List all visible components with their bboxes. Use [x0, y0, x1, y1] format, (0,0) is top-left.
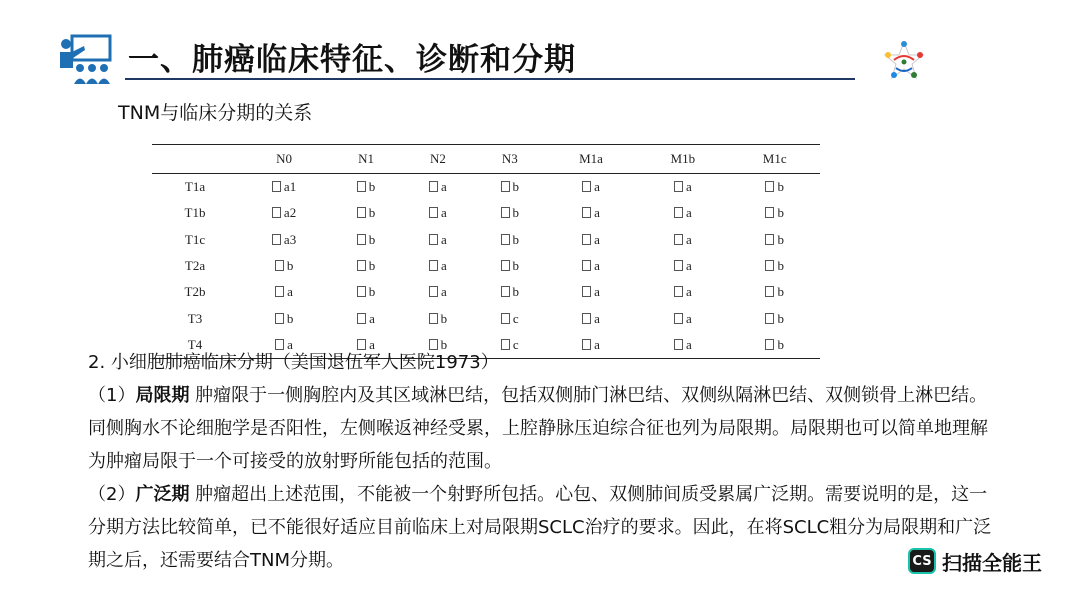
missing-glyph-box [429, 207, 438, 218]
stage-value: b [777, 205, 784, 221]
stage-cell [402, 279, 474, 305]
stage-cell [474, 227, 546, 253]
stage-cell [729, 279, 820, 305]
stage-value: a [594, 205, 600, 221]
missing-glyph-box [582, 286, 591, 297]
table-row [152, 174, 820, 201]
stage-cell [474, 253, 546, 279]
stage-cell [474, 279, 546, 305]
stage-value: a [685, 205, 692, 221]
stage-cell [729, 253, 820, 279]
missing-glyph-box [429, 234, 438, 245]
row-label: T1a [184, 179, 206, 195]
stage-cell [238, 227, 330, 253]
row-label: T1c [184, 231, 206, 247]
missing-glyph-box [501, 181, 510, 192]
stage-value: a [685, 258, 692, 274]
stage-value: a [369, 336, 375, 352]
missing-glyph-box [674, 207, 683, 218]
missing-glyph-box [272, 181, 281, 192]
table-caption: TNM与临床分期的关系 [118, 102, 313, 124]
stage-value: a [441, 179, 447, 195]
missing-glyph-box [501, 260, 510, 271]
stage-value: a [441, 284, 447, 300]
stage-value: b [777, 231, 784, 247]
stage-value: b [286, 258, 294, 274]
table-row [152, 253, 820, 279]
missing-glyph-box [582, 313, 591, 324]
scanner-watermark [908, 546, 1042, 576]
stage-value: b [368, 231, 376, 247]
paragraph-body: 肿瘤限于一侧胸腔内及其区域淋巴结，包括双侧肺门淋巴结、双侧纵隔淋巴结、双侧锁骨上淋巴结。同侧胸水不论细胞学是否阳性，左侧喉返神经受累，上腔静脉压迫综合征也列为局限期。局限期也可以简单地理解为肿瘤局限于一个可接受的放射野所能包括的范围。 [88, 385, 988, 472]
stage-cell [238, 253, 330, 279]
stage-cell [546, 279, 637, 305]
column-header: N0 [276, 151, 292, 166]
stage-value: b [512, 258, 520, 274]
stage-value: a [441, 258, 447, 274]
stage-cell [474, 305, 546, 331]
page-title: 一、肺癌临床特征、诊断和分期 [128, 42, 576, 78]
stage-cell [238, 174, 330, 201]
term-limited-stage: 局限期 [135, 385, 190, 406]
missing-glyph-box [582, 181, 591, 192]
stage-cell [729, 200, 820, 226]
missing-glyph-box [357, 313, 366, 324]
column-header: M1c [762, 151, 787, 166]
stage-value: b [777, 310, 784, 326]
missing-glyph-box [429, 181, 438, 192]
stage-value: a3 [283, 231, 297, 247]
column-header: N1 [358, 151, 374, 166]
column-header: N3 [501, 151, 518, 166]
stage-cell [636, 227, 729, 253]
stage-cell [330, 174, 402, 201]
stage-value: a [594, 284, 600, 300]
missing-glyph-box [429, 313, 438, 324]
stage-cell [330, 227, 402, 253]
stage-cell [330, 279, 402, 305]
stage-value: a [369, 310, 375, 326]
missing-glyph-box [275, 313, 284, 324]
missing-glyph-box [674, 234, 683, 245]
stage-value: a [441, 205, 447, 221]
stage-cell [636, 200, 729, 226]
stage-value: b [368, 179, 376, 195]
row-label: T2b [184, 284, 206, 300]
stage-value: b [777, 258, 784, 274]
stage-value: a [685, 231, 692, 247]
missing-glyph-box [674, 181, 683, 192]
paragraph-body: 肿瘤超出上述范围，不能被一个射野所包括。心包、双侧肺间质受累属广泛期。需要说明的是，这一分期方法比较简单，已不能很好适应目前临床上对局限期SCLC治疗的要求。因此，在将SCLC粗分为局限期和广泛期之后，还需要结合TNM分期。 [88, 484, 992, 571]
missing-glyph-box [501, 286, 510, 297]
missing-glyph-box [501, 207, 510, 218]
stage-value: a1 [283, 179, 297, 195]
stage-value: b [286, 310, 294, 326]
missing-glyph-box [501, 234, 510, 245]
missing-glyph-box [765, 181, 774, 192]
section-heading: 2. 小细胞肺癌临床分期（美国退伍军人医院1973） [88, 352, 499, 373]
stage-value: a [594, 310, 600, 326]
term-extensive-stage: 广泛期 [135, 484, 190, 505]
tnm-stage-table [152, 144, 820, 359]
column-header: N2 [429, 151, 446, 166]
stage-cell [636, 174, 729, 201]
stage-cell [729, 305, 820, 331]
stage-cell [729, 227, 820, 253]
missing-glyph-box [582, 260, 591, 271]
table-row [152, 227, 820, 253]
stage-cell [474, 200, 546, 226]
paragraph-limited-stage [88, 379, 998, 478]
column-header: M1a [579, 151, 603, 166]
missing-glyph-box [674, 286, 683, 297]
stage-value: a [685, 310, 692, 326]
stage-cell [330, 305, 402, 331]
stage-cell [238, 279, 330, 305]
missing-glyph-box [357, 286, 366, 297]
missing-glyph-box [765, 260, 774, 271]
stage-value: b [777, 284, 784, 300]
missing-glyph-box [429, 260, 438, 271]
missing-glyph-box [272, 234, 281, 245]
stage-cell [402, 305, 474, 331]
stage-cell [402, 253, 474, 279]
stage-cell [636, 279, 729, 305]
missing-glyph-box [501, 313, 510, 324]
row-label: T1b [184, 205, 206, 221]
stage-value: a [594, 179, 600, 195]
missing-glyph-box [674, 313, 683, 324]
stage-cell [402, 174, 474, 201]
stage-cell [546, 253, 637, 279]
row-label: T3 [187, 310, 203, 326]
title-underline [125, 78, 855, 80]
paragraph-number: （1） [88, 385, 136, 406]
stage-value: a2 [283, 205, 297, 221]
stage-value: b [512, 284, 520, 300]
stage-cell [636, 305, 729, 331]
stage-cell [402, 200, 474, 226]
missing-glyph-box [357, 207, 366, 218]
missing-glyph-box [765, 313, 774, 324]
stage-value: b [368, 205, 376, 221]
stage-value: a [685, 284, 692, 300]
stage-cell [729, 174, 820, 201]
stage-value: c [512, 310, 519, 326]
missing-glyph-box [765, 207, 774, 218]
stage-value: a [594, 258, 600, 274]
stage-cell [330, 200, 402, 226]
stage-value: b [368, 284, 376, 300]
stage-value: b [777, 336, 784, 352]
stage-value: b [512, 205, 520, 221]
stage-cell [546, 227, 637, 253]
missing-glyph-box [765, 234, 774, 245]
stage-cell [238, 305, 330, 331]
table-row [152, 200, 820, 226]
missing-glyph-box [357, 181, 366, 192]
stage-cell [238, 200, 330, 226]
stage-cell [474, 174, 546, 201]
watermark-text: 扫描全能王 [942, 550, 1042, 575]
stage-cell [546, 174, 637, 201]
stage-value: c [512, 336, 519, 352]
stage-cell [546, 200, 637, 226]
stage-cell [402, 227, 474, 253]
stage-cell [636, 253, 729, 279]
table-header-row [152, 145, 820, 174]
stage-value: b [512, 231, 520, 247]
body-text [88, 346, 998, 577]
missing-glyph-box [357, 260, 366, 271]
teacher-presentation-icon [58, 34, 114, 86]
missing-glyph-box [272, 207, 281, 218]
stage-value: a [594, 231, 600, 247]
stage-value: a [287, 336, 293, 352]
camscanner-logo-icon: CS [908, 548, 936, 574]
stage-value: a [594, 336, 600, 352]
stage-value: a [441, 231, 447, 247]
paragraph-extensive-stage [88, 478, 998, 577]
row-label: T4 [187, 336, 203, 352]
missing-glyph-box [357, 234, 366, 245]
table-row [152, 279, 820, 305]
column-header [152, 145, 238, 174]
stage-value: b [368, 258, 376, 274]
row-label: T2a [184, 258, 206, 274]
stage-cell [546, 305, 637, 331]
stage-cell [330, 253, 402, 279]
missing-glyph-box [275, 260, 284, 271]
column-header: M1b [670, 151, 696, 166]
star-network-logo-icon [882, 38, 926, 82]
stage-value: a [685, 179, 692, 195]
missing-glyph-box [275, 286, 284, 297]
stage-value: b [512, 179, 520, 195]
stage-value: a [685, 336, 692, 352]
stage-value: b [777, 179, 784, 195]
stage-value: a [287, 284, 293, 300]
stage-value: b [440, 336, 448, 352]
table-row [152, 305, 820, 331]
missing-glyph-box [582, 234, 591, 245]
stage-value: b [440, 310, 448, 326]
missing-glyph-box [429, 286, 438, 297]
missing-glyph-box [674, 260, 683, 271]
missing-glyph-box [765, 286, 774, 297]
paragraph-number: （2） [88, 484, 136, 505]
missing-glyph-box [582, 207, 591, 218]
